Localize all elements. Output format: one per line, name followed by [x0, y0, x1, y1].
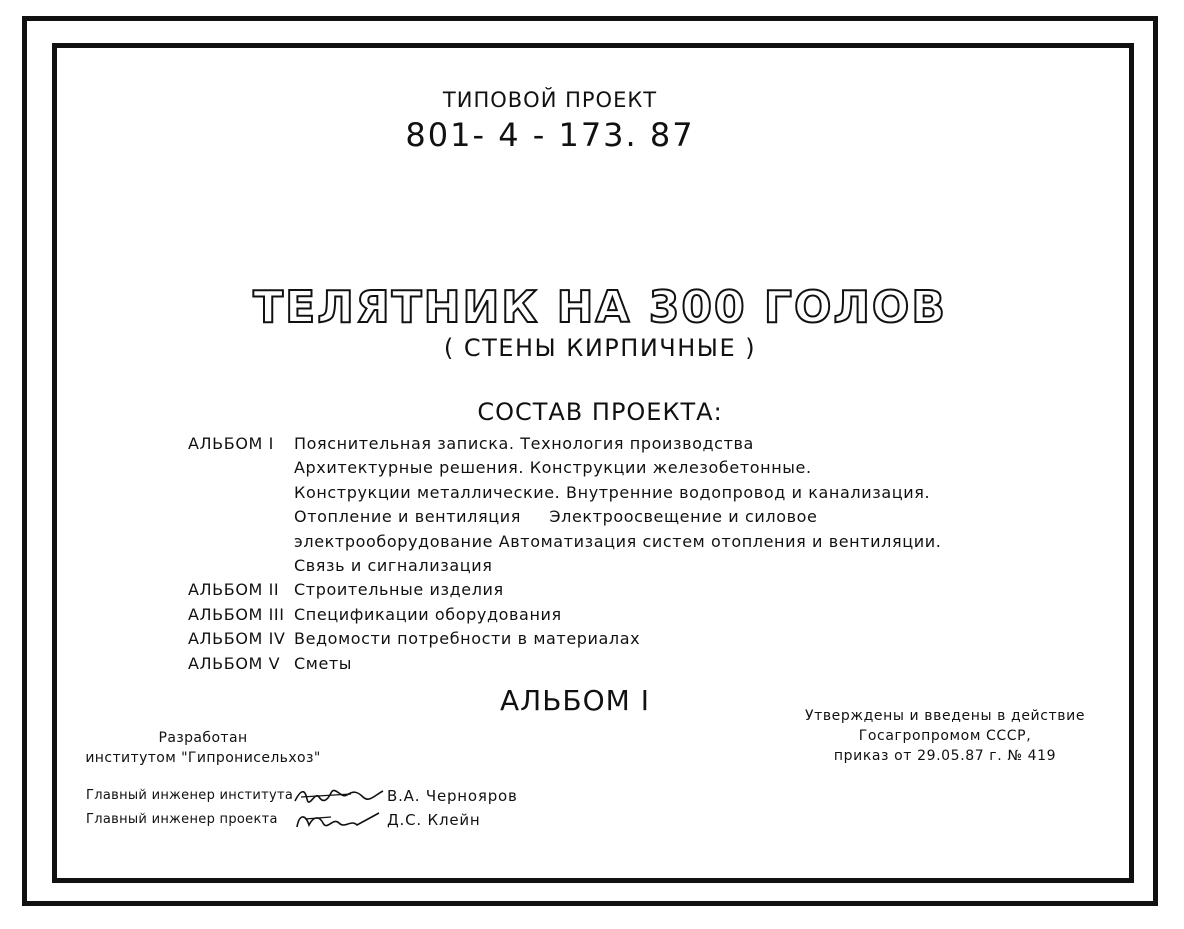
- list-item: [188, 530, 941, 554]
- list-item: [188, 456, 941, 480]
- composition-heading: СОСТАВ ПРОЕКТА:: [477, 398, 723, 426]
- list-item: [188, 432, 941, 456]
- album-description: Связь и сигнализация: [294, 556, 493, 576]
- list-item: [188, 505, 941, 529]
- album-label: АЛЬБОМ IV: [188, 629, 286, 649]
- approval-authority: Госагропромом СССР,: [858, 728, 1032, 744]
- list-item: [188, 627, 941, 651]
- list-item: [188, 603, 941, 627]
- main-title: ТЕЛЯТНИК НА 300 ГОЛОВ: [253, 282, 947, 333]
- album-label: [188, 554, 294, 578]
- signer-name: В.А. Чернояров: [387, 787, 518, 805]
- album-label: АЛЬБОМ II: [188, 580, 280, 600]
- list-item: [188, 481, 941, 505]
- album-description: Спецификации оборудования: [294, 604, 562, 624]
- subtitle: ( СТЕНЫ КИРПИЧНЫЕ ): [443, 334, 757, 362]
- album-description: Сметы: [294, 653, 353, 673]
- approval-order: приказ от 29.05.87 г. № 419: [833, 748, 1057, 764]
- developer-institute: институтом "Гипронисельхоз": [85, 750, 321, 766]
- signer-row: [86, 784, 518, 808]
- album-description: Конструкции металлические. Внутренние водопровод и канализация.: [294, 482, 931, 502]
- album-label: АЛЬБОМ I: [188, 434, 274, 453]
- signature-icon: [291, 785, 387, 807]
- signers-block: [86, 784, 518, 832]
- composition-list: [188, 432, 941, 676]
- album-description: Архитектурные решения. Конструкции железобетонные.: [294, 458, 812, 478]
- album-description: Отопление и вентиляция Электроосвещение и силовое: [294, 507, 818, 527]
- album-description: Пояснительная записка. Технология производства: [294, 434, 754, 453]
- album-label: [188, 481, 294, 505]
- list-item: [188, 554, 941, 578]
- approval-line: Утверждены и введены в действие: [804, 708, 1086, 724]
- project-type-label: ТИПОВОЙ ПРОЕКТ: [442, 88, 658, 112]
- album-description: электрооборудование Автоматизация систем отопления и вентиляции.: [294, 531, 942, 551]
- album-label: [188, 456, 294, 480]
- album-label: АЛЬБОМ V: [188, 653, 281, 673]
- list-item: [188, 578, 941, 602]
- signer-row: [86, 808, 518, 832]
- approval-block: [780, 706, 1110, 766]
- developer-block: [78, 728, 328, 768]
- signature-icon: [291, 809, 387, 831]
- list-item: [188, 652, 941, 676]
- developer-label: Разработан: [158, 730, 248, 746]
- album-heading: АЛЬБОМ I: [500, 684, 650, 717]
- signer-name: Д.С. Клейн: [387, 811, 481, 829]
- project-number: 801- 4 - 173. 87: [405, 116, 695, 154]
- album-description: Ведомости потребности в материалах: [294, 629, 641, 649]
- album-description: Строительные изделия: [294, 580, 504, 600]
- album-label: [188, 530, 294, 554]
- signer-role: Главный инженер проекта: [86, 812, 278, 827]
- album-label: АЛЬБОМ III: [188, 604, 285, 624]
- album-label: [188, 505, 294, 529]
- signer-role: Главный инженер института: [86, 788, 294, 803]
